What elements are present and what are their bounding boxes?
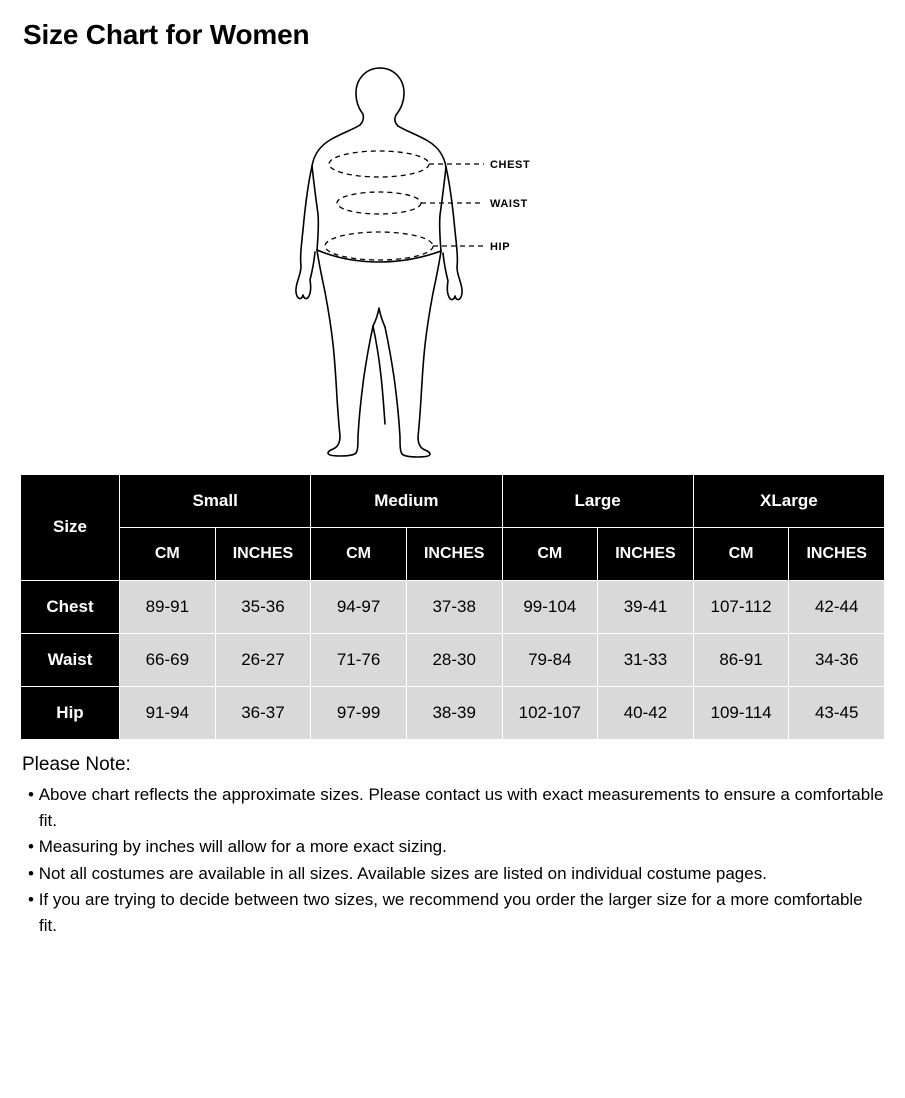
table-corner-size: Size (21, 474, 120, 580)
cell-chest-large-inches: 39-41 (598, 580, 694, 633)
cell-hip-small-cm: 91-94 (120, 686, 216, 739)
table-header-small: Small (120, 474, 311, 527)
notes-section (22, 754, 885, 940)
cell-waist-small-inches: 26-27 (215, 633, 311, 686)
table-row (21, 686, 885, 739)
size-table (20, 474, 885, 740)
notes-heading: Please Note: (22, 753, 131, 775)
table-unit-medium-inches: INCHES (406, 527, 502, 580)
cell-waist-large-cm: 79-84 (502, 633, 598, 686)
hip-ellipse (325, 232, 433, 260)
cell-hip-medium-inches: 38-39 (406, 686, 502, 739)
table-unit-large-cm: CM (502, 527, 598, 580)
table-unit-xlarge-inches: INCHES (789, 527, 885, 580)
cell-hip-medium-cm: 97-99 (311, 686, 407, 739)
table-unit-large-inches: INCHES (598, 527, 694, 580)
note-item: • Measuring by inches will allow for a more exact sizing. (28, 834, 885, 860)
cell-chest-small-cm: 89-91 (120, 580, 216, 633)
table-unit-medium-cm: CM (311, 527, 407, 580)
cell-waist-small-cm: 66-69 (120, 633, 216, 686)
female-body-outline-icon (288, 58, 618, 458)
figure-label-waist: WAIST (489, 197, 528, 210)
cell-chest-medium-inches: 37-38 (406, 580, 502, 633)
chest-ellipse (329, 151, 429, 177)
row-label-chest: Chest (21, 580, 120, 633)
note-item: • If you are trying to decide between two sizes, we recommend you order the larger size for a more comfortable fit. (28, 887, 885, 940)
body-figure (20, 58, 885, 468)
cell-hip-xlarge-cm: 109-114 (693, 686, 789, 739)
cell-waist-xlarge-cm: 86-91 (693, 633, 789, 686)
row-label-hip: Hip (21, 686, 120, 739)
cell-waist-large-inches: 31-33 (598, 633, 694, 686)
table-header-large: Large (502, 474, 693, 527)
cell-hip-small-inches: 36-37 (215, 686, 311, 739)
cell-chest-medium-cm: 94-97 (311, 580, 407, 633)
cell-waist-xlarge-inches: 34-36 (789, 633, 885, 686)
cell-waist-medium-inches: 28-30 (406, 633, 502, 686)
cell-hip-xlarge-inches: 43-45 (789, 686, 885, 739)
table-unit-small-cm: CM (120, 527, 216, 580)
note-item: • Not all costumes are available in all sizes. Available sizes are listed on individual costume pages. (28, 861, 885, 887)
cell-chest-xlarge-inches: 42-44 (789, 580, 885, 633)
size-chart-page (0, 18, 905, 1098)
table-row (21, 580, 885, 633)
cell-chest-xlarge-cm: 107-112 (693, 580, 789, 633)
cell-hip-large-cm: 102-107 (502, 686, 598, 739)
cell-waist-medium-cm: 71-76 (311, 633, 407, 686)
table-row-size-headers (21, 474, 885, 527)
cell-chest-large-cm: 99-104 (502, 580, 598, 633)
figure-label-hip: HIP (489, 240, 510, 253)
note-item: • Above chart reflects the approximate sizes. Please contact us with exact measurements to ensure a comfortable fit. (28, 782, 885, 835)
page-title: Size Chart for Women (23, 19, 310, 50)
figure-label-chest: CHEST (489, 158, 530, 171)
table-unit-xlarge-cm: CM (693, 527, 789, 580)
cell-chest-small-inches: 35-36 (215, 580, 311, 633)
table-header-medium: Medium (311, 474, 502, 527)
table-row-unit-headers (21, 527, 885, 580)
cell-hip-large-inches: 40-42 (598, 686, 694, 739)
table-row (21, 633, 885, 686)
table-header-xlarge: XLarge (693, 474, 884, 527)
table-unit-small-inches: INCHES (215, 527, 311, 580)
row-label-waist: Waist (21, 633, 120, 686)
waist-ellipse (337, 192, 421, 214)
